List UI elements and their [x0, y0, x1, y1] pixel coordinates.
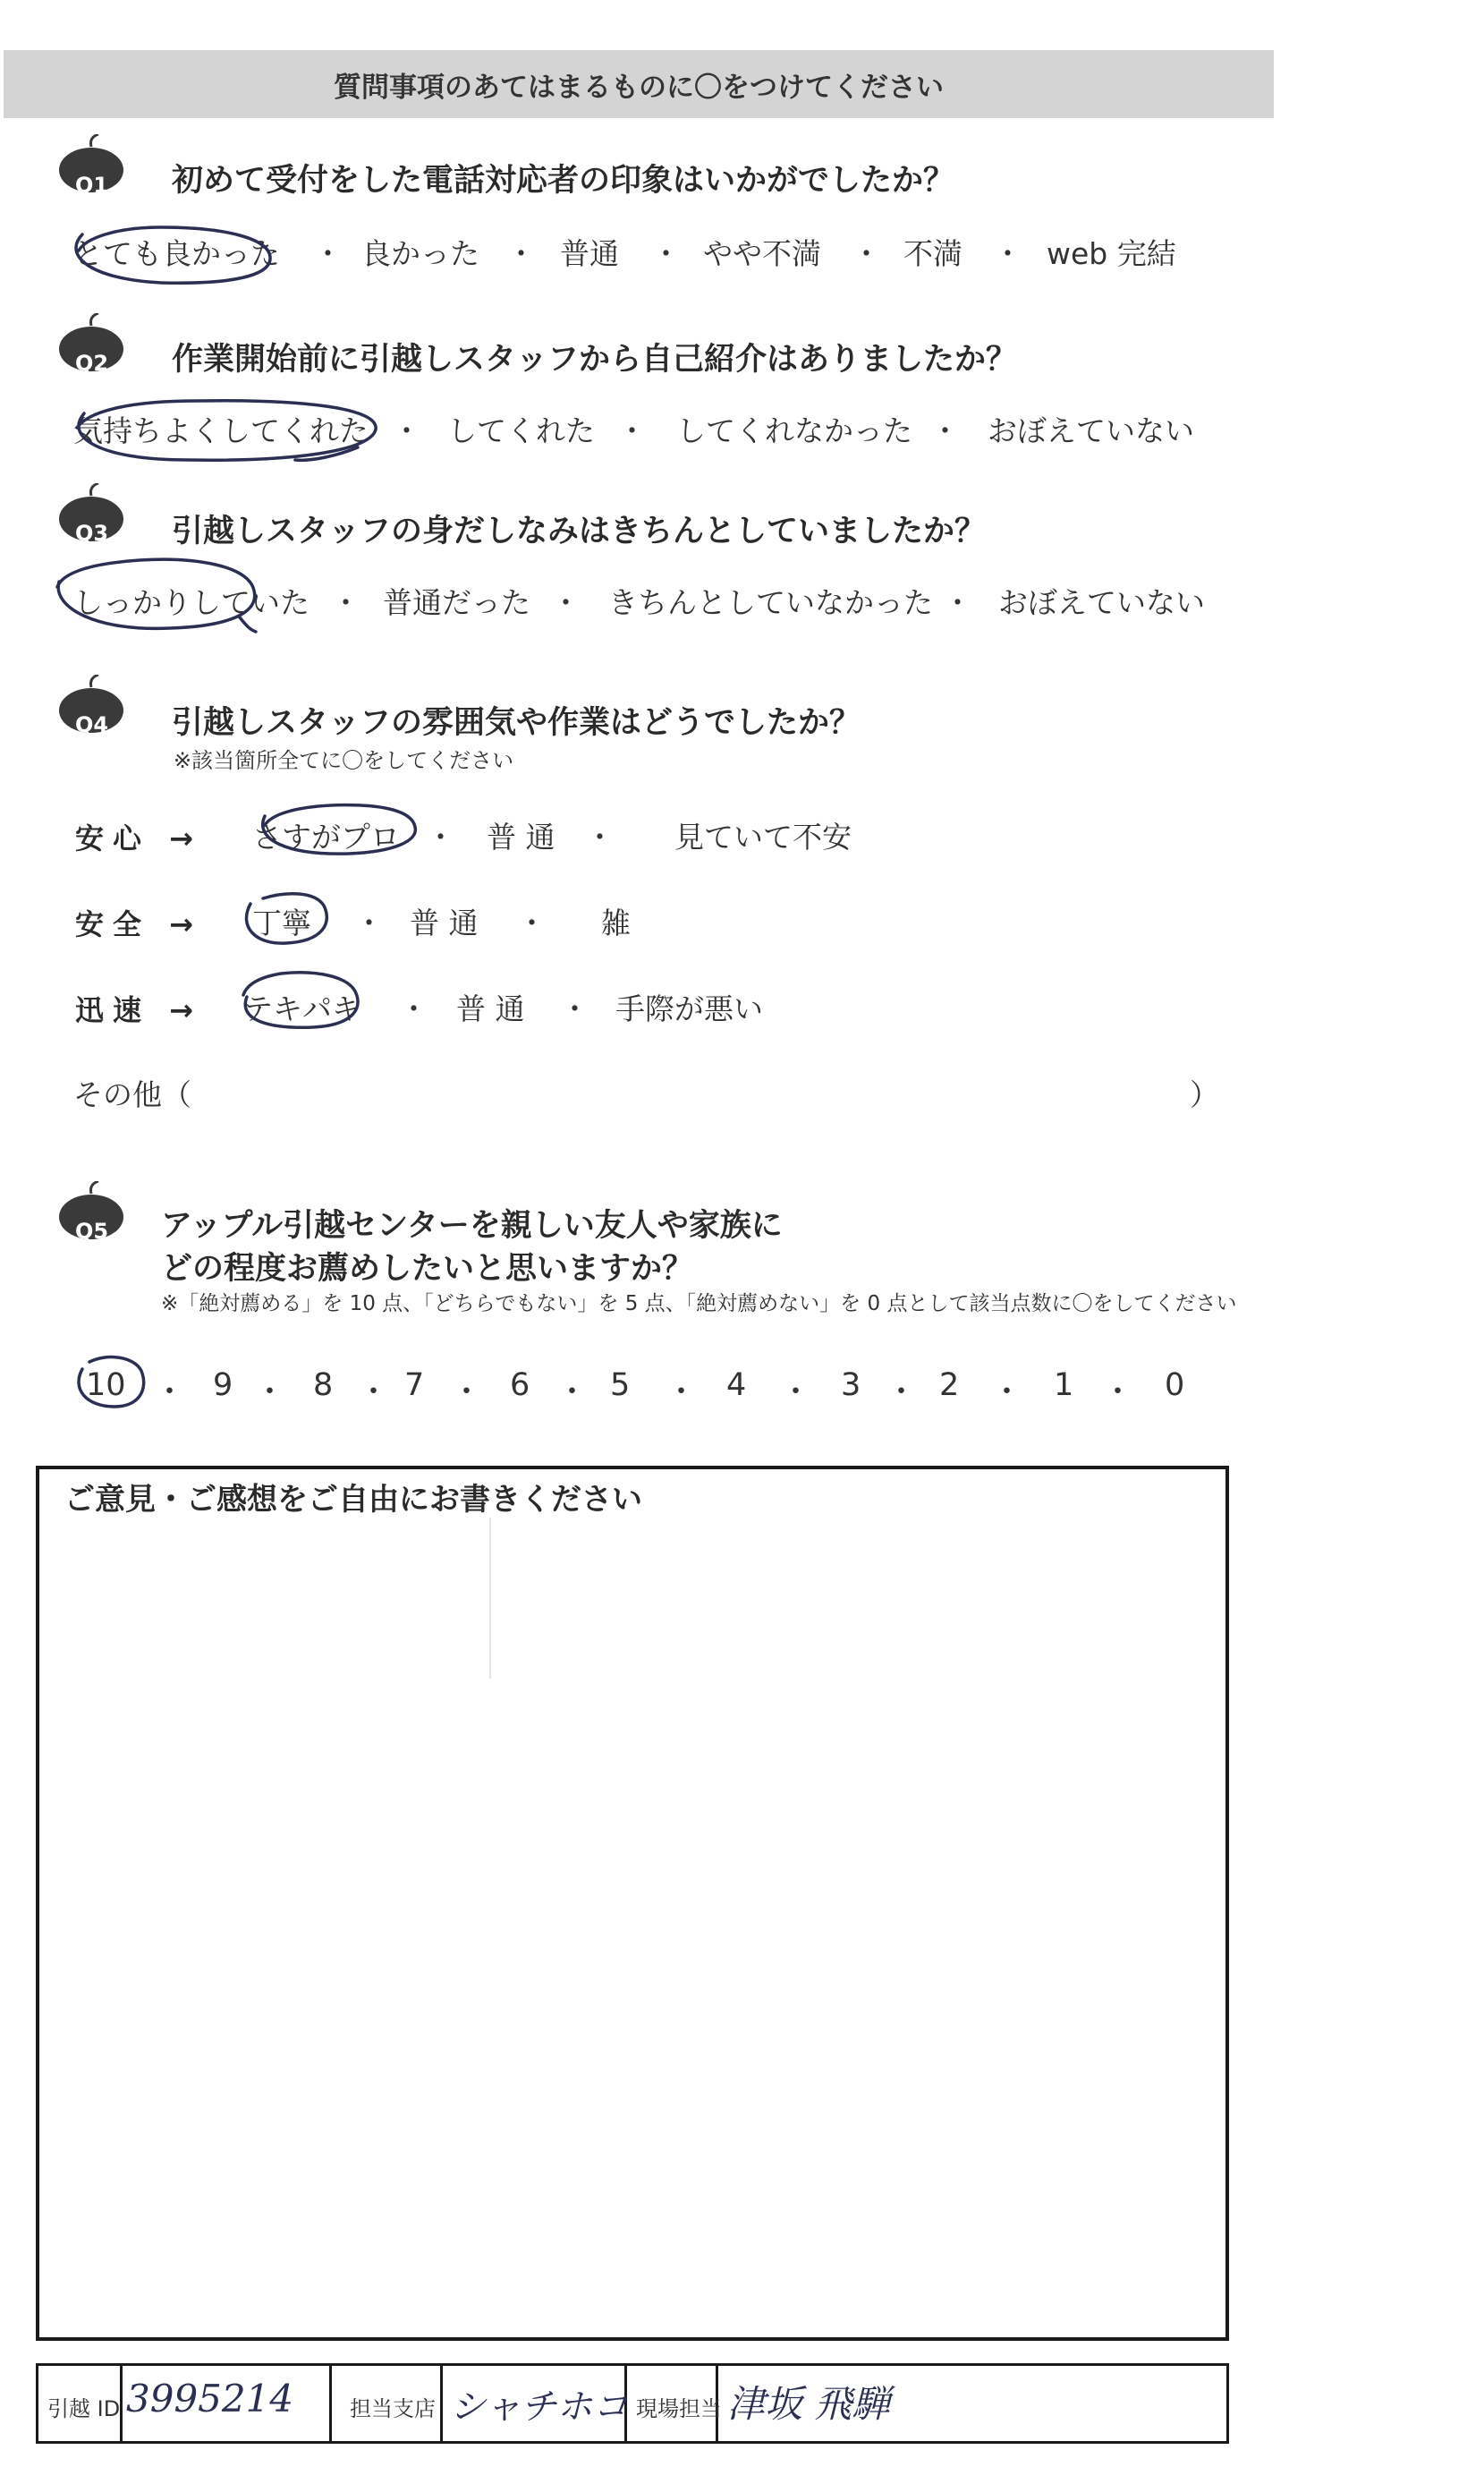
- q4-anzen-option-1[interactable]: 丁寧: [252, 906, 311, 940]
- q4-jinsoku-option-3[interactable]: 手際が悪い: [615, 991, 763, 1026]
- scan-artifact-line: [489, 1518, 491, 1679]
- q5-score-2[interactable]: 2: [939, 1367, 960, 1403]
- q4-sep: ・: [517, 906, 547, 940]
- q5-score-6[interactable]: 6: [510, 1367, 530, 1403]
- q4-sep: ・: [426, 820, 455, 855]
- q2-sep: ・: [392, 413, 421, 448]
- q5-sep: ・: [451, 1374, 483, 1410]
- q5-sep: ・: [1102, 1374, 1134, 1410]
- q4-anshin-option-3[interactable]: 見ていて不安: [674, 820, 852, 855]
- q2-sep: ・: [930, 413, 960, 448]
- q4-badge: Q4: [75, 712, 109, 737]
- q1-option-6[interactable]: web 完結: [1047, 236, 1176, 271]
- q5-sep: ・: [154, 1374, 186, 1410]
- q4-anzen-option-2[interactable]: 普 通: [410, 906, 479, 940]
- q5-badge: Q5: [75, 1219, 109, 1244]
- q5-title-line1: アップル引越センターを親しい友人や家族に: [161, 1208, 783, 1244]
- q5-score-4[interactable]: 4: [726, 1367, 747, 1403]
- q3-sep: ・: [943, 585, 972, 620]
- q1-option-5[interactable]: 不満: [903, 236, 962, 271]
- q5-score-3[interactable]: 3: [841, 1367, 861, 1403]
- q4-sep: ・: [560, 991, 589, 1026]
- q5-sep: ・: [991, 1374, 1023, 1410]
- staff-value: 津坂 飛騨: [727, 2382, 890, 2426]
- q1-sep: ・: [506, 236, 536, 271]
- q2-option-3[interactable]: してくれなかった: [676, 413, 912, 448]
- q4-sep: ・: [354, 906, 384, 940]
- q4-anzen-option-3[interactable]: 雑: [601, 906, 631, 940]
- q1-sep: ・: [993, 236, 1022, 271]
- comment-box[interactable]: [36, 1466, 1229, 2341]
- q5-sep: ・: [886, 1374, 918, 1410]
- footer-table: [36, 2363, 1229, 2444]
- q4-title: 引越しスタッフの雰囲気や作業はどうでしたか？: [172, 705, 861, 741]
- q5-score-10[interactable]: 10: [86, 1367, 126, 1403]
- q5-sep: ・: [254, 1374, 286, 1410]
- q3-sep: ・: [551, 585, 581, 620]
- q1-badge: Q1: [75, 173, 109, 198]
- q1-title: 初めて受付をした電話対応者の印象はいかがでしたか？: [172, 163, 955, 199]
- q1-sep: ・: [651, 236, 681, 271]
- q5-sep: ・: [358, 1374, 390, 1410]
- q5-sep: ・: [666, 1374, 698, 1410]
- q5-score-8[interactable]: 8: [313, 1367, 334, 1403]
- q5-sep: ・: [556, 1374, 589, 1410]
- q4-sep: ・: [585, 820, 615, 855]
- comment-title: ご意見・ご感想をご自由にお書きください: [64, 1482, 642, 1518]
- move-id-label: 引越 ID: [47, 2396, 121, 2421]
- q4-anshin-option-1[interactable]: さすがプロ: [252, 820, 400, 855]
- branch-value: シャチホコ: [450, 2386, 629, 2428]
- q5-sep: ・: [780, 1374, 812, 1410]
- q2-badge: Q2: [75, 351, 109, 376]
- q4-row-label-jinsoku: 迅速 →: [75, 993, 202, 1027]
- q5-score-7[interactable]: 7: [404, 1367, 425, 1403]
- q2-option-1[interactable]: 気持ちよくしてくれた: [73, 413, 369, 448]
- q2-option-2[interactable]: してくれた: [447, 413, 595, 448]
- q5-score-0[interactable]: 0: [1165, 1367, 1185, 1403]
- q3-option-1[interactable]: しっかりしていた: [73, 585, 310, 620]
- q2-title: 作業開始前に引越しスタッフから自己紹介はありましたか？: [172, 342, 1018, 378]
- q1-option-2[interactable]: 良かった: [361, 236, 479, 271]
- q4-jinsoku-option-2[interactable]: 普 通: [456, 991, 525, 1026]
- q3-title: 引越しスタッフの身だしなみはきちんとしていましたか？: [172, 514, 987, 549]
- q3-sep: ・: [331, 585, 360, 620]
- q4-other-label: その他（: [73, 1077, 191, 1112]
- q3-option-3[interactable]: きちんとしていなかった: [608, 585, 933, 620]
- q3-option-2[interactable]: 普通だった: [383, 585, 530, 620]
- q4-jinsoku-option-1[interactable]: テキパキ: [243, 991, 361, 1026]
- form-header: 質問事項のあてはまるものに〇をつけてください: [4, 50, 1274, 118]
- branch-label: 担当支店: [350, 2396, 436, 2421]
- q4-note: ※該当箇所全てに〇をしてください: [174, 748, 514, 773]
- q5-title-line2: どの程度お薦めしたいと思いますか？: [161, 1251, 694, 1287]
- q5-score-1[interactable]: 1: [1054, 1367, 1074, 1403]
- staff-label: 現場担当: [636, 2396, 722, 2421]
- q3-option-4[interactable]: おぼえていない: [998, 585, 1205, 620]
- q1-option-4[interactable]: やや不満: [703, 236, 821, 271]
- q2-option-4[interactable]: おぼえていない: [988, 413, 1194, 448]
- q1-option-3[interactable]: 普通: [560, 236, 619, 271]
- q4-row-label-anzen: 安全 →: [75, 907, 202, 941]
- q1-option-1[interactable]: とても良かった: [73, 236, 280, 271]
- q4-sep: ・: [399, 991, 428, 1026]
- q4-row-label-anshin: 安心 →: [75, 821, 202, 855]
- q3-badge: Q3: [75, 521, 109, 546]
- q5-score-9[interactable]: 9: [213, 1367, 233, 1403]
- q2-sep: ・: [617, 413, 647, 448]
- move-id-value: 3995214: [126, 2377, 294, 2420]
- q4-other-close: ）: [1190, 1077, 1219, 1112]
- q1-sep: ・: [852, 236, 881, 271]
- q5-score-5[interactable]: 5: [610, 1367, 631, 1403]
- q5-note: ※「絶対薦める」を 10 点、「どちらでもない」を 5 点、「絶対薦めない」を 0 点として該当点数に〇をしてください: [161, 1292, 1237, 1315]
- q4-anshin-option-2[interactable]: 普 通: [487, 820, 555, 855]
- q1-sep: ・: [313, 236, 343, 271]
